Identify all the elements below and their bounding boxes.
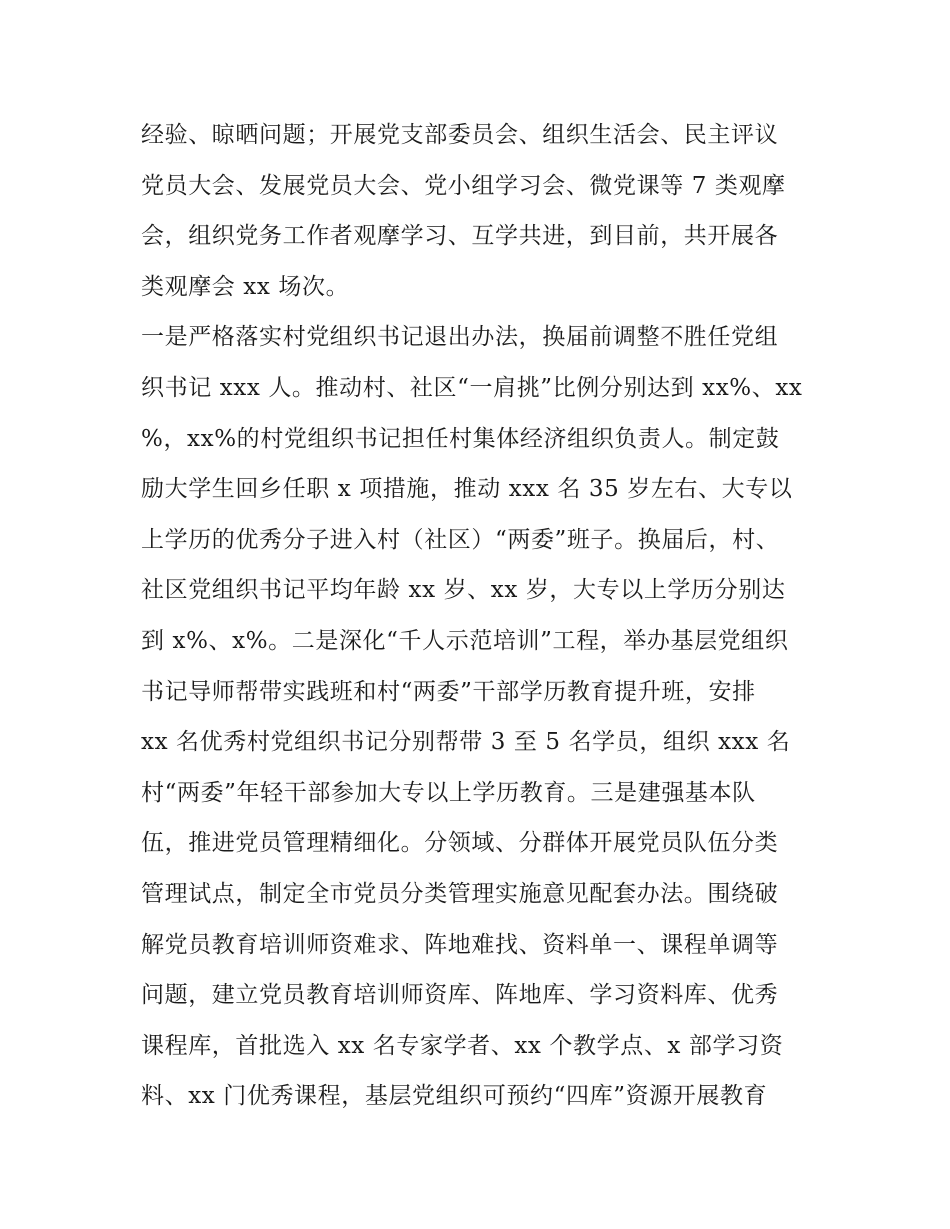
text-line: 类观摩会 xx 场次。 [141,273,350,300]
body-text [141,110,821,1122]
text-line: 书记导师帮带实践班和村“两委”干部学历教育提升班，安排 [141,678,756,705]
text-line: 到 x%、x%。二是深化“千人示范培训”工程，举办基层党组织 [141,627,789,654]
text-line: 社区党组织书记平均年龄 xx 岁、xx 岁，大专以上学历分别达 [141,577,786,604]
text-line: %，xx%的村党组织书记担任村集体经济组织负责人。制定鼓 [141,425,780,452]
text-line: 伍，推进党员管理精细化。分领域、分群体开展党员队伍分类 [141,830,779,857]
text-line: xx 名优秀村党组织书记分别帮带 3 至 5 名学员，组织 xxx 名 [141,729,791,756]
text-line: 村“两委”年轻干部参加大专以上学历教育。三是建强基本队 [141,779,756,806]
text-line: 经验、晾晒问题；开展党支部委员会、组织生活会、民主评议 [141,122,779,148]
text-line: 党员大会、发展党员大会、党小组学习会、微党课等 7 类观摩 [141,172,786,199]
text-line: 织书记 xxx 人。推动村、社区“一肩挑”比例分别达到 xx%、xx [141,374,803,401]
text-line: 管理试点，制定全市党员分类管理实施意见配套办法。围绕破 [141,880,779,907]
text-line: 料、xx 门优秀课程，基层党组织可预约“四库”资源开展教育 [141,1083,768,1110]
text-line: 课程库，首批选入 xx 名专家学者、xx 个教学点、x 部学习资 [141,1032,784,1059]
text-line: 会，组织党务工作者观摩学习、互学共进，到目前，共开展各 [141,223,779,250]
text-line: 问题，建立党员教育培训师资库、阵地库、学习资料库、优秀 [141,982,779,1009]
text-line: 解党员教育培训师资难求、阵地难找、资料单一、课程单调等 [141,931,779,958]
text-line: 励大学生回乡任职 x 项措施，推动 xxx 名 35 岁左右、大专以 [141,476,793,503]
text-line: 上学历的优秀分子进入村（社区）“两委”班子。换届后，村、 [141,526,780,553]
text-line: 一是严格落实村党组织书记退出办法，换届前调整不胜任党组 [141,324,779,351]
